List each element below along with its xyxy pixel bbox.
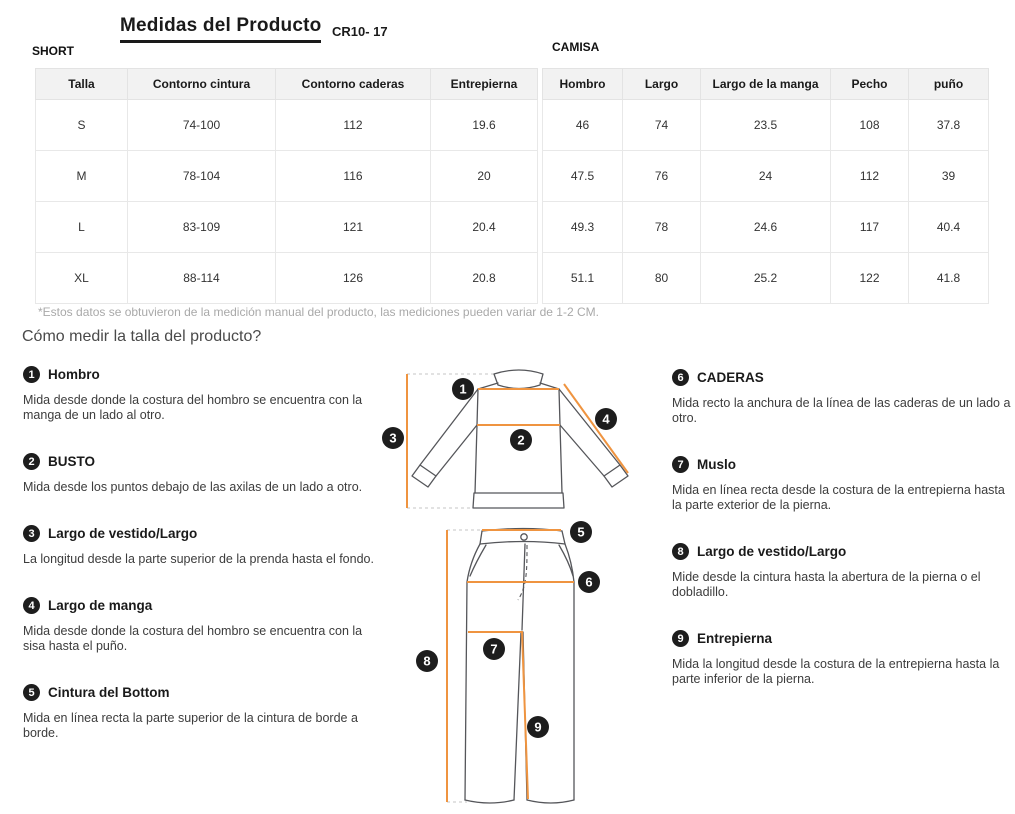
step-number-badge: 8	[672, 543, 689, 560]
badge-2	[510, 429, 532, 451]
shirt-measurement-diagram	[380, 358, 660, 513]
badge-9	[527, 716, 549, 738]
instruction-title: Muslo	[697, 457, 736, 472]
left-sleeve-outer	[420, 389, 478, 465]
cell-value: 41.8	[909, 253, 989, 304]
badge-5	[570, 521, 592, 543]
svg-text:8: 8	[423, 653, 431, 669]
cell-value: 122	[831, 253, 909, 304]
cell-value: 49.3	[543, 202, 623, 253]
waistband-right	[562, 531, 565, 544]
instruction-text: Mida desde donde la costura del hombro se encuentra con la manga de un lado al otro.	[23, 393, 363, 422]
instruction-text: Mida desde los puntos debajo de las axilas de un lado a otro.	[23, 480, 363, 494]
badge-6	[578, 571, 600, 593]
instruction-title: CADERAS	[697, 370, 764, 385]
fly-seam	[518, 545, 527, 600]
cell-value: 37.8	[909, 100, 989, 151]
right-armhole	[559, 389, 560, 425]
page-title: Medidas del Producto	[120, 15, 321, 43]
right-hem	[527, 800, 574, 803]
svg-text:4: 4	[602, 411, 610, 427]
measurement-note: *Estos datos se obtuvieron de la medición manual del producto, las mediciones pueden variar de 1-2 CM.	[38, 305, 599, 319]
pants-outline	[465, 529, 574, 804]
section-title: Cómo medir la talla del producto?	[22, 328, 262, 345]
cell-value: 112	[831, 151, 909, 202]
table-row	[36, 100, 538, 151]
instruction-title: BUSTO	[48, 454, 96, 469]
left-armhole	[477, 389, 478, 425]
instructions-left-column	[23, 366, 387, 771]
instruction-item	[23, 684, 387, 741]
column-header: Contorno caderas	[276, 69, 431, 100]
svg-text:9: 9	[534, 719, 542, 735]
cell-value: 46	[543, 100, 623, 151]
camisa-table-label: CAMISA	[552, 40, 600, 54]
step-number-badge: 2	[23, 453, 40, 470]
sleeve-measure-line	[564, 384, 628, 473]
hem-band	[473, 493, 564, 508]
instructions-right-column	[672, 369, 1014, 717]
instruction-item	[672, 369, 1014, 426]
table-row	[543, 202, 989, 253]
step-number-badge: 3	[23, 525, 40, 542]
cell-value: 20.4	[431, 202, 538, 253]
instruction-item	[672, 456, 1014, 513]
column-header: Hombro	[543, 69, 623, 100]
badge-8	[416, 650, 438, 672]
instruction-title: Entrepierna	[697, 631, 773, 646]
table-header-row	[36, 69, 538, 100]
instruction-title: Largo de vestido/Largo	[48, 526, 198, 541]
badge-3	[382, 427, 404, 449]
badge-4	[595, 408, 617, 430]
table-row	[36, 202, 538, 253]
cell-value: 40.4	[909, 202, 989, 253]
left-hem	[465, 800, 514, 803]
instruction-title: Largo de vestido/Largo	[697, 544, 847, 559]
instruction-text: Mida recto la anchura de la línea de las caderas de un lado a otro.	[672, 396, 1011, 425]
cell-value: 80	[623, 253, 701, 304]
cell-value: 25.2	[701, 253, 831, 304]
cell-value: 83-109	[128, 202, 276, 253]
instruction-text: Mida en línea recta la parte superior de la cintura de borde a borde.	[23, 711, 358, 740]
cell-value: 76	[623, 151, 701, 202]
instruction-item	[23, 597, 387, 654]
cell-value: 116	[276, 151, 431, 202]
cell-value: 39	[909, 151, 989, 202]
step-number-badge: 4	[23, 597, 40, 614]
product-code: CR10- 17	[332, 24, 388, 39]
svg-text:2: 2	[517, 432, 525, 448]
instruction-title: Cintura del Bottom	[48, 685, 170, 700]
cell-value: 23.5	[701, 100, 831, 151]
table-row	[36, 253, 538, 304]
step-number-badge: 6	[672, 369, 689, 386]
button	[521, 534, 527, 540]
column-header: Largo de la manga	[701, 69, 831, 100]
cell-value: 47.5	[543, 151, 623, 202]
waistband-bottom	[480, 542, 565, 545]
cell-value: 51.1	[543, 253, 623, 304]
instruction-text: Mida desde donde la costura del hombro se encuentra con la sisa hasta el puño.	[23, 624, 363, 653]
instruction-title: Largo de manga	[48, 598, 153, 613]
instruction-text: Mida en línea recta desde la costura de la entrepierna hasta la parte exterior de la pierna.	[672, 483, 1005, 512]
cell-size: M	[36, 151, 128, 202]
cell-value: 74-100	[128, 100, 276, 151]
cell-value: 126	[276, 253, 431, 304]
instruction-title: Hombro	[48, 367, 100, 382]
cell-value: 20.8	[431, 253, 538, 304]
left-inseam	[514, 632, 521, 800]
cell-size: L	[36, 202, 128, 253]
column-header: Entrepierna	[431, 69, 538, 100]
table-row	[543, 253, 989, 304]
cell-value: 121	[276, 202, 431, 253]
instruction-text: La longitud desde la parte superior de la prenda hasta el fondo.	[23, 552, 374, 566]
cell-value: 112	[276, 100, 431, 151]
cell-size: S	[36, 100, 128, 151]
cell-value: 24.6	[701, 202, 831, 253]
column-header: Contorno cintura	[128, 69, 276, 100]
svg-text:1: 1	[459, 381, 467, 397]
instruction-text: Mide desde la cintura hasta la abertura de la pierna o el dobladillo.	[672, 570, 981, 599]
svg-text:6: 6	[585, 574, 593, 590]
badge-7	[483, 638, 505, 660]
instruction-item	[23, 453, 387, 495]
instruction-text: Mida la longitud desde la costura de la entrepierna hasta la parte inferior de la pierna.	[672, 657, 1000, 686]
left-cuff	[412, 465, 436, 487]
svg-text:5: 5	[577, 524, 585, 540]
short-size-table	[35, 68, 538, 304]
cell-value: 20	[431, 151, 538, 202]
svg-text:7: 7	[490, 641, 498, 657]
table-row	[543, 100, 989, 151]
instruction-item	[672, 543, 1014, 600]
right-side-seam	[560, 425, 562, 493]
cell-value: 108	[831, 100, 909, 151]
step-number-badge: 7	[672, 456, 689, 473]
column-header: Largo	[623, 69, 701, 100]
cell-value: 19.6	[431, 100, 538, 151]
right-sleeve-inner	[560, 425, 604, 476]
column-header: puño	[909, 69, 989, 100]
svg-text:3: 3	[389, 430, 397, 446]
cell-value: 78	[623, 202, 701, 253]
table-row	[36, 151, 538, 202]
table-header-row	[543, 69, 989, 100]
collar	[494, 370, 543, 389]
short-table-label: SHORT	[32, 44, 74, 58]
badge-1	[452, 378, 474, 400]
left-side-seam	[475, 425, 477, 493]
step-number-badge: 1	[23, 366, 40, 383]
cell-value: 74	[623, 100, 701, 151]
left-sleeve-inner	[436, 425, 477, 476]
column-header: Pecho	[831, 69, 909, 100]
instruction-item	[23, 366, 387, 423]
cell-value: 24	[701, 151, 831, 202]
instruction-item	[23, 525, 387, 567]
cell-value: 78-104	[128, 151, 276, 202]
center-seam	[522, 544, 525, 630]
waistband-left	[480, 531, 482, 544]
column-header: Talla	[36, 69, 128, 100]
cell-value: 88-114	[128, 253, 276, 304]
step-number-badge: 5	[23, 684, 40, 701]
table-row	[543, 151, 989, 202]
camisa-size-table	[542, 68, 989, 304]
instruction-item	[672, 630, 1014, 687]
step-number-badge: 9	[672, 630, 689, 647]
pants-measurement-diagram	[400, 512, 660, 810]
cell-size: XL	[36, 253, 128, 304]
cell-value: 117	[831, 202, 909, 253]
